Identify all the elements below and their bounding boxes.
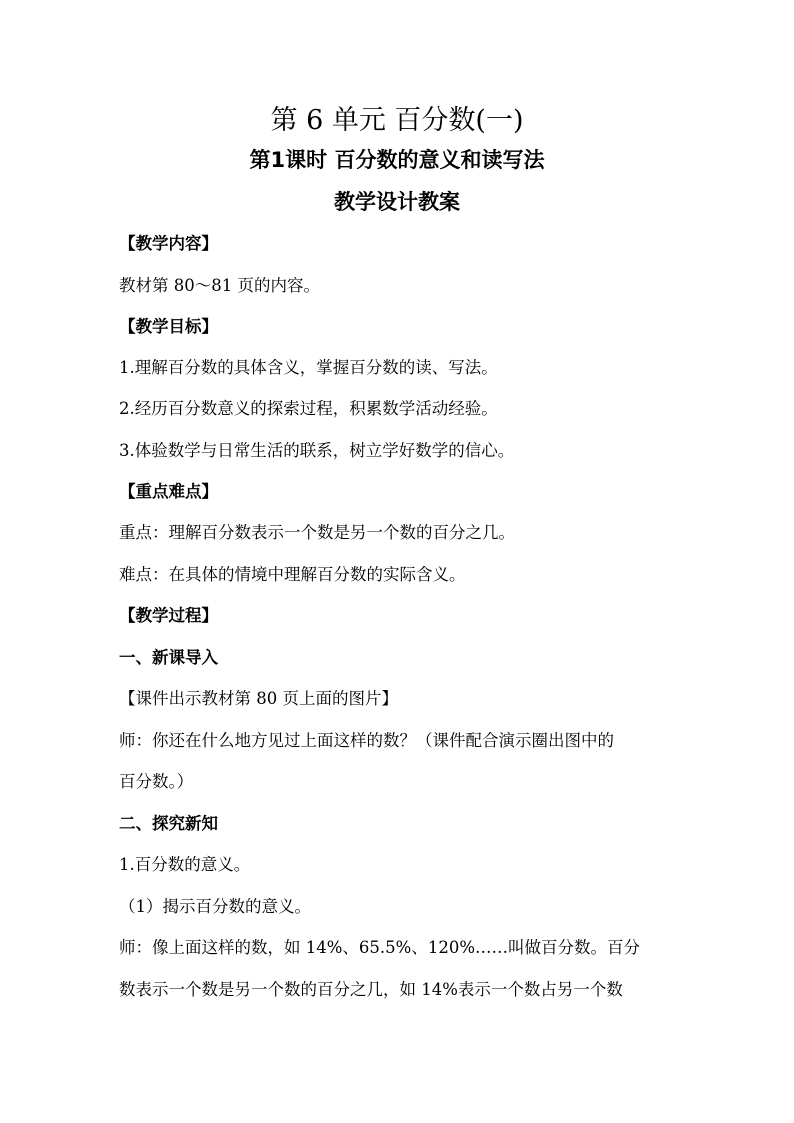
section-goals-heading: 【教学目标】 <box>119 317 218 336</box>
difficulty: 难点：在具体的情境中理解百分数的实际含义。 <box>119 565 466 584</box>
section-keypoints-heading: 【重点难点】 <box>119 482 218 501</box>
part-2-heading: 二、探究新知 <box>119 814 218 833</box>
item-1: 1.百分数的意义。 <box>119 855 251 874</box>
keypoint: 重点：理解百分数表示一个数是另一个数的百分之几。 <box>119 523 515 542</box>
lesson-title: 第1课时 百分数的意义和读写法 <box>249 148 545 172</box>
goal-2: 2.经历百分数意义的探索过程，积累数学活动经验。 <box>119 399 498 418</box>
teacher-line-2a: 师：像上面这样的数，如 14%、65.5%、120%……叫做百分数。百分 <box>119 938 641 957</box>
part-1-heading: 一、新课导入 <box>119 648 218 667</box>
goal-1: 1.理解百分数的具体含义，掌握百分数的读、写法。 <box>119 358 498 377</box>
courseware-note: 【课件出示教材第 80 页上面的图片】 <box>119 689 398 708</box>
plan-title: 教学设计教案 <box>334 190 460 214</box>
section-process-heading: 【教学过程】 <box>119 606 218 625</box>
content-text: 教材第 80～81 页的内容。 <box>119 276 320 295</box>
sub-item-1: （1）揭示百分数的意义。 <box>119 897 311 916</box>
unit-title: 第 6 单元 百分数(一) <box>270 105 524 136</box>
goal-3: 3.体验数学与日常生活的联系，树立学好数学的信心。 <box>119 441 515 460</box>
teacher-line-1b: 百分数。） <box>119 772 194 791</box>
teacher-line-2b: 数表示一个数是另一个数的百分之几，如 14%表示一个数占另一个数 <box>119 980 623 999</box>
section-content-heading: 【教学内容】 <box>119 234 218 253</box>
teacher-line-1a: 师：你还在什么地方见过上面这样的数？（课件配合演示圈出图中的 <box>119 731 614 750</box>
